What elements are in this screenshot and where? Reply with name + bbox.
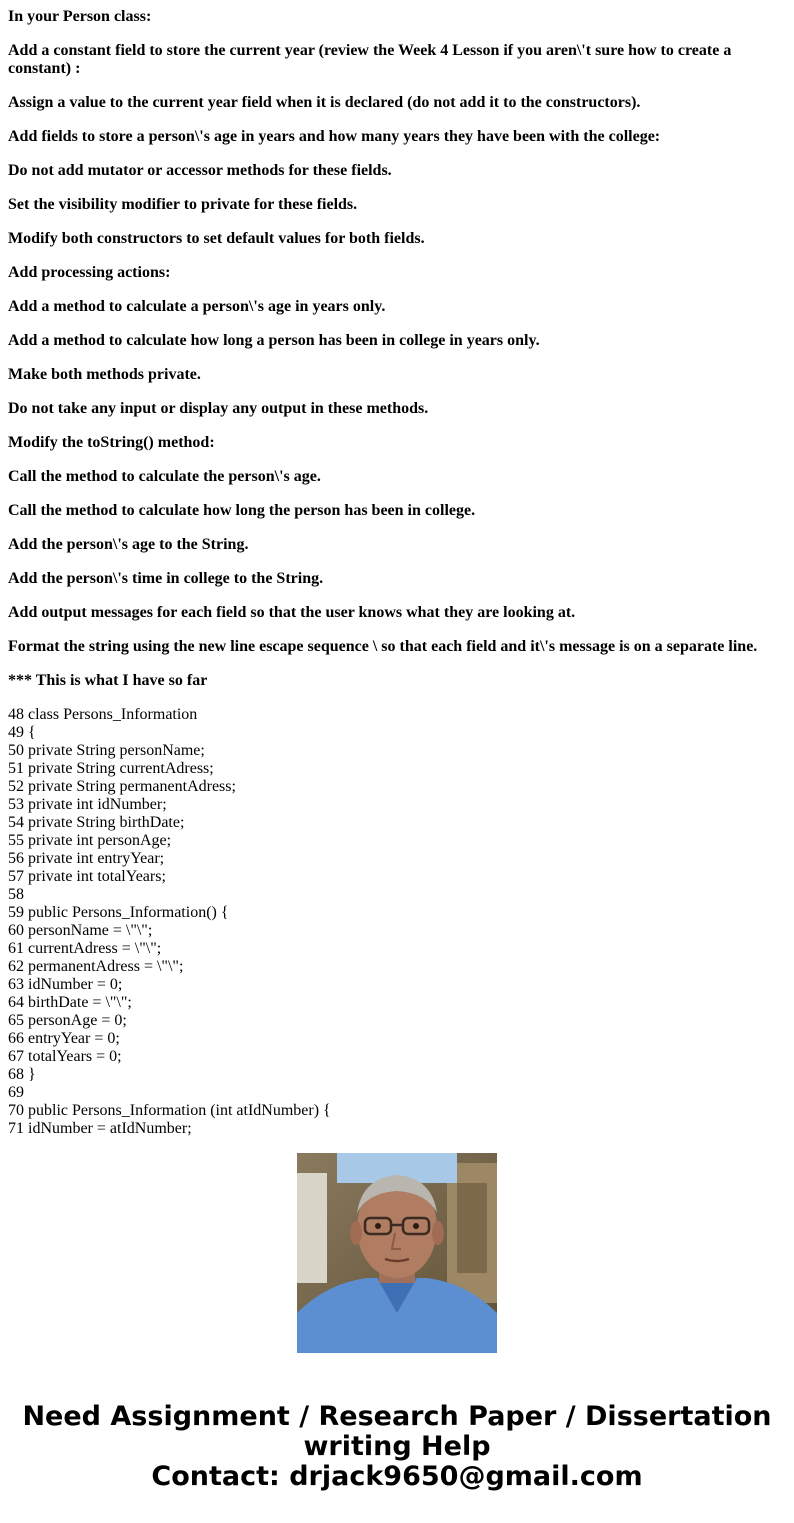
code-line: 52 private String permanentAdress;	[8, 778, 236, 795]
code-line: 64 birthDate = \"\";	[8, 994, 132, 1011]
instruction-paragraph: In your Person class:	[8, 8, 152, 25]
instruction-paragraph: Do not take any input or display any output in these methods.	[8, 400, 429, 417]
code-line: 50 private String personName;	[8, 742, 205, 759]
instruction-paragraph: Add output messages for each field so that the user knows what they are looking at.	[8, 604, 576, 621]
code-line: 59 public Persons_Information() {	[8, 904, 229, 921]
instruction-paragraph: Add a method to calculate a person\'s age in years only.	[8, 298, 386, 315]
instruction-paragraph: Add fields to store a person\'s age in years and how many years they have been with the college:	[8, 128, 661, 145]
promo-line-1: Need Assignment / Research Paper / Dissertation	[22, 1401, 772, 1432]
document-body	[8, 0, 788, 1137]
instructions	[8, 8, 788, 690]
code-line: 70 public Persons_Information (int atIdNumber) {	[8, 1102, 331, 1119]
code-line: 69	[8, 1084, 24, 1101]
code-line: 53 private int idNumber;	[8, 796, 167, 813]
instruction-paragraph: Add processing actions:	[8, 264, 171, 281]
code-listing	[8, 706, 788, 1138]
promo-banner	[0, 1402, 794, 1492]
promo-line-2: writing Help	[303, 1431, 491, 1462]
instruction-paragraph: Do not add mutator or accessor methods for these fields.	[8, 162, 392, 179]
code-line: 57 private int totalYears;	[8, 868, 166, 885]
code-line: 48 class Persons_Information	[8, 706, 198, 723]
instruction-paragraph: Make both methods private.	[8, 366, 201, 383]
instruction-paragraph: Call the method to calculate how long the person has been in college.	[8, 502, 476, 519]
code-line: 49 {	[8, 724, 36, 741]
code-line: 51 private String currentAdress;	[8, 760, 214, 777]
code-line: 60 personName = \"\";	[8, 922, 153, 939]
code-line: 62 permanentAdress = \"\";	[8, 958, 184, 975]
instruction-paragraph: Set the visibility modifier to private for these fields.	[8, 196, 358, 213]
instruction-paragraph: Modify the toString() method:	[8, 434, 215, 451]
code-line: 71 idNumber = atIdNumber;	[8, 1120, 192, 1137]
promo-contact: Contact: drjack9650@gmail.com	[151, 1461, 643, 1492]
instruction-paragraph: Add a constant field to store the current year (review the Week 4 Lesson if you aren\'t sure how to create a constant) :	[8, 42, 732, 77]
code-line: 67 totalYears = 0;	[8, 1048, 122, 1065]
instruction-paragraph: Modify both constructors to set default values for both fields.	[8, 230, 425, 247]
code-line: 55 private int personAge;	[8, 832, 172, 849]
code-line: 65 personAge = 0;	[8, 1012, 127, 1029]
code-line: 56 private int entryYear;	[8, 850, 165, 867]
code-line: 54 private String birthDate;	[8, 814, 185, 831]
instruction-paragraph: *** This is what I have so far	[8, 672, 208, 689]
code-line: 58	[8, 886, 24, 903]
instruction-paragraph: Add the person\'s age to the String.	[8, 536, 249, 553]
instruction-paragraph: Format the string using the new line escape sequence \ so that each field and it\'s message is on a separate line.	[8, 638, 758, 655]
code-line: 61 currentAdress = \"\";	[8, 940, 162, 957]
avatar	[297, 1153, 497, 1353]
code-line: 66 entryYear = 0;	[8, 1030, 120, 1047]
instruction-paragraph: Assign a value to the current year field when it is declared (do not add it to the constructors).	[8, 94, 641, 111]
instruction-paragraph: Add a method to calculate how long a person has been in college in years only.	[8, 332, 540, 349]
instruction-paragraph: Add the person\'s time in college to the String.	[8, 570, 324, 587]
code-line: 63 idNumber = 0;	[8, 976, 123, 993]
code-line: 68 }	[8, 1066, 36, 1083]
instruction-paragraph: Call the method to calculate the person\'s age.	[8, 468, 321, 485]
